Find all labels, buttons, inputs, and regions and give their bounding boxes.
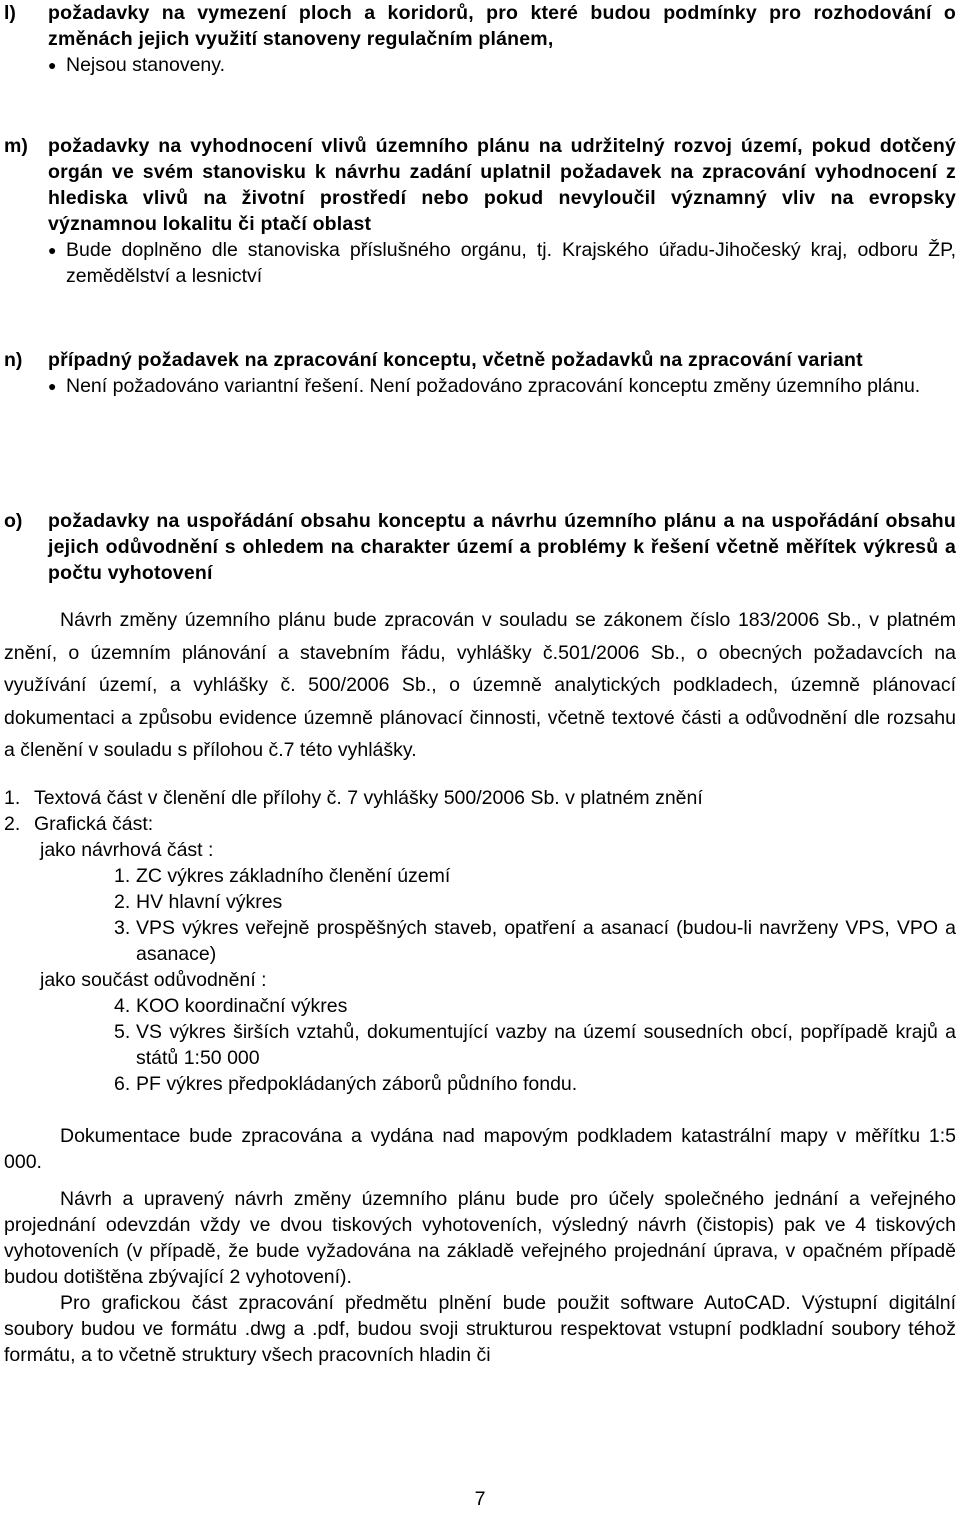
bullet-icon: ● <box>48 242 57 258</box>
item-number: 6. <box>114 1072 131 1095</box>
drawing-item <box>114 915 956 967</box>
section-label: n) <box>4 349 23 371</box>
bullet-icon: ● <box>48 378 57 394</box>
list-text: Textová část v členění dle přílohy č. 7 vyhlášky 500/2006 Sb. v platném znění <box>34 786 703 809</box>
item-text: PF výkres předpokládaných záborů půdního fondu. <box>136 1072 578 1095</box>
item-number: 1. <box>114 864 131 887</box>
item-number: 3. <box>114 916 131 939</box>
section-o <box>4 508 956 1368</box>
section-label: m) <box>4 135 28 157</box>
list-item <box>4 785 956 811</box>
bullet-icon: ● <box>48 57 57 73</box>
intro-paragraph: Návrh změny územního plánu bude zpracován v souladu se zákonem číslo 183/2006 Sb., v platném znění, o územním plánování a stavebním řádu, vyhlášky č.501/2006 Sb., o obecných požadavcích na využívání území, a vyhlášky č. 500/2006 Sb., o územně analytických podkladech, územně plánovací dokumentaci a způsobu evidence územně plánovací činnosti, včetně textové části a odůvodnění dle rozsahu a členění v souladu s přílohou č.7 této vyhlášky. <box>4 609 956 761</box>
list-item <box>4 811 956 837</box>
item-number: 4. <box>114 994 131 1017</box>
software-paragraph: Pro grafickou část zpracování předmětu plnění bude použit software AutoCAD. Výstupní digitální soubory budou ve formátu .dwg a .pdf, budou svoji strukturou respektovat vstupní podkladní soubory téhož formátu, a to včetně struktury všech pracovních hladin či <box>4 1291 956 1366</box>
item-text: KOO koordinační výkres <box>136 994 348 1017</box>
drawing-item <box>114 889 956 915</box>
bullet-item <box>48 52 956 78</box>
drawing-item <box>114 1071 956 1097</box>
bullet-item <box>48 237 956 289</box>
list-number: 1. <box>4 786 21 809</box>
map-basis-paragraph: Dokumentace bude zpracována a vydána nad mapovým podkladem katastrální mapy v měřítku 1:5 000. <box>4 1124 956 1173</box>
list-text: Grafická část: <box>34 812 154 835</box>
section-heading: požadavky na vymezení ploch a koridorů, pro které budou podmínky pro rozhodování o změnách jejich využití stanoveny regulačním plánem, <box>48 2 956 50</box>
bullet-text: Bude doplněno dle stanoviska příslušného orgánu, tj. Krajského úřadu-Jihočeský kraj, odboru ŽP, zemědělství a lesnictví <box>66 239 956 287</box>
deliverables-list <box>4 785 956 1097</box>
section-heading: požadavky na vyhodnocení vlivů územního plánu na udržitelný rozvoj území, pokud dotčený orgán ve svém stanovisku k návrhu zadání uplatnil požadavek na zpracování vyhodnocení z hlediska vlivů na životní prostředí nebo pokud nevyloučil významný vliv na evropsky významnou lokalitu či ptačí oblast <box>48 135 956 235</box>
list-number: 2. <box>4 812 21 835</box>
bullet-text: Není požadováno variantní řešení. Není požadováno zpracování konceptu změny územního plánu. <box>66 375 921 397</box>
drawing-item <box>114 863 956 889</box>
section-label: l) <box>4 2 16 24</box>
page-number: 7 <box>474 1488 486 1510</box>
item-number: 2. <box>114 890 131 913</box>
bullet-text: Nejsou stanoveny. <box>66 54 225 76</box>
item-text: ZC výkres základního členění území <box>136 864 451 887</box>
section-l <box>4 0 956 78</box>
drawing-item <box>114 993 956 1019</box>
group-label: jako součást odůvodnění : <box>40 968 267 991</box>
item-text: HV hlavní výkres <box>136 890 283 913</box>
bullet-item <box>48 373 956 399</box>
section-m <box>4 133 956 289</box>
copies-paragraph: Návrh a upravený návrh změny územního plánu bude pro účely společného jednání a veřejného projednání odevzdán vždy ve dvou tiskových vyhotoveních, výsledný návrh (čistopis) pak ve 4 tiskových vyhotoveních (v případě, že bude vyžadována na základě veřejného projednání úprava, v opačném případě budou dotištěna zbývající 2 vyhotovení). <box>4 1187 956 1288</box>
section-label: o) <box>4 510 23 532</box>
drawing-item <box>114 1019 956 1071</box>
group-label: jako návrhová část : <box>40 838 214 861</box>
section-heading: požadavky na uspořádání obsahu konceptu a návrhu územního plánu a na uspořádání obsahu jejich odůvodnění s ohledem na charakter území a problémy k řešení včetně měřítek výkresů a počtu vyhotovení <box>48 510 956 584</box>
item-number: 5. <box>114 1020 131 1043</box>
item-text: VPS výkres veřejně prospěšných staveb, opatření a asanací (budou-li navrženy VPS, VPO a asanace) <box>136 916 956 965</box>
section-n <box>4 347 956 399</box>
section-heading: případný požadavek na zpracování konceptu, včetně požadavků na zpracování variant <box>48 349 863 371</box>
item-text: VS výkres širších vztahů, dokumentující vazby na území sousedních obcí, popřípadě krajů a států 1:50 000 <box>136 1020 956 1069</box>
